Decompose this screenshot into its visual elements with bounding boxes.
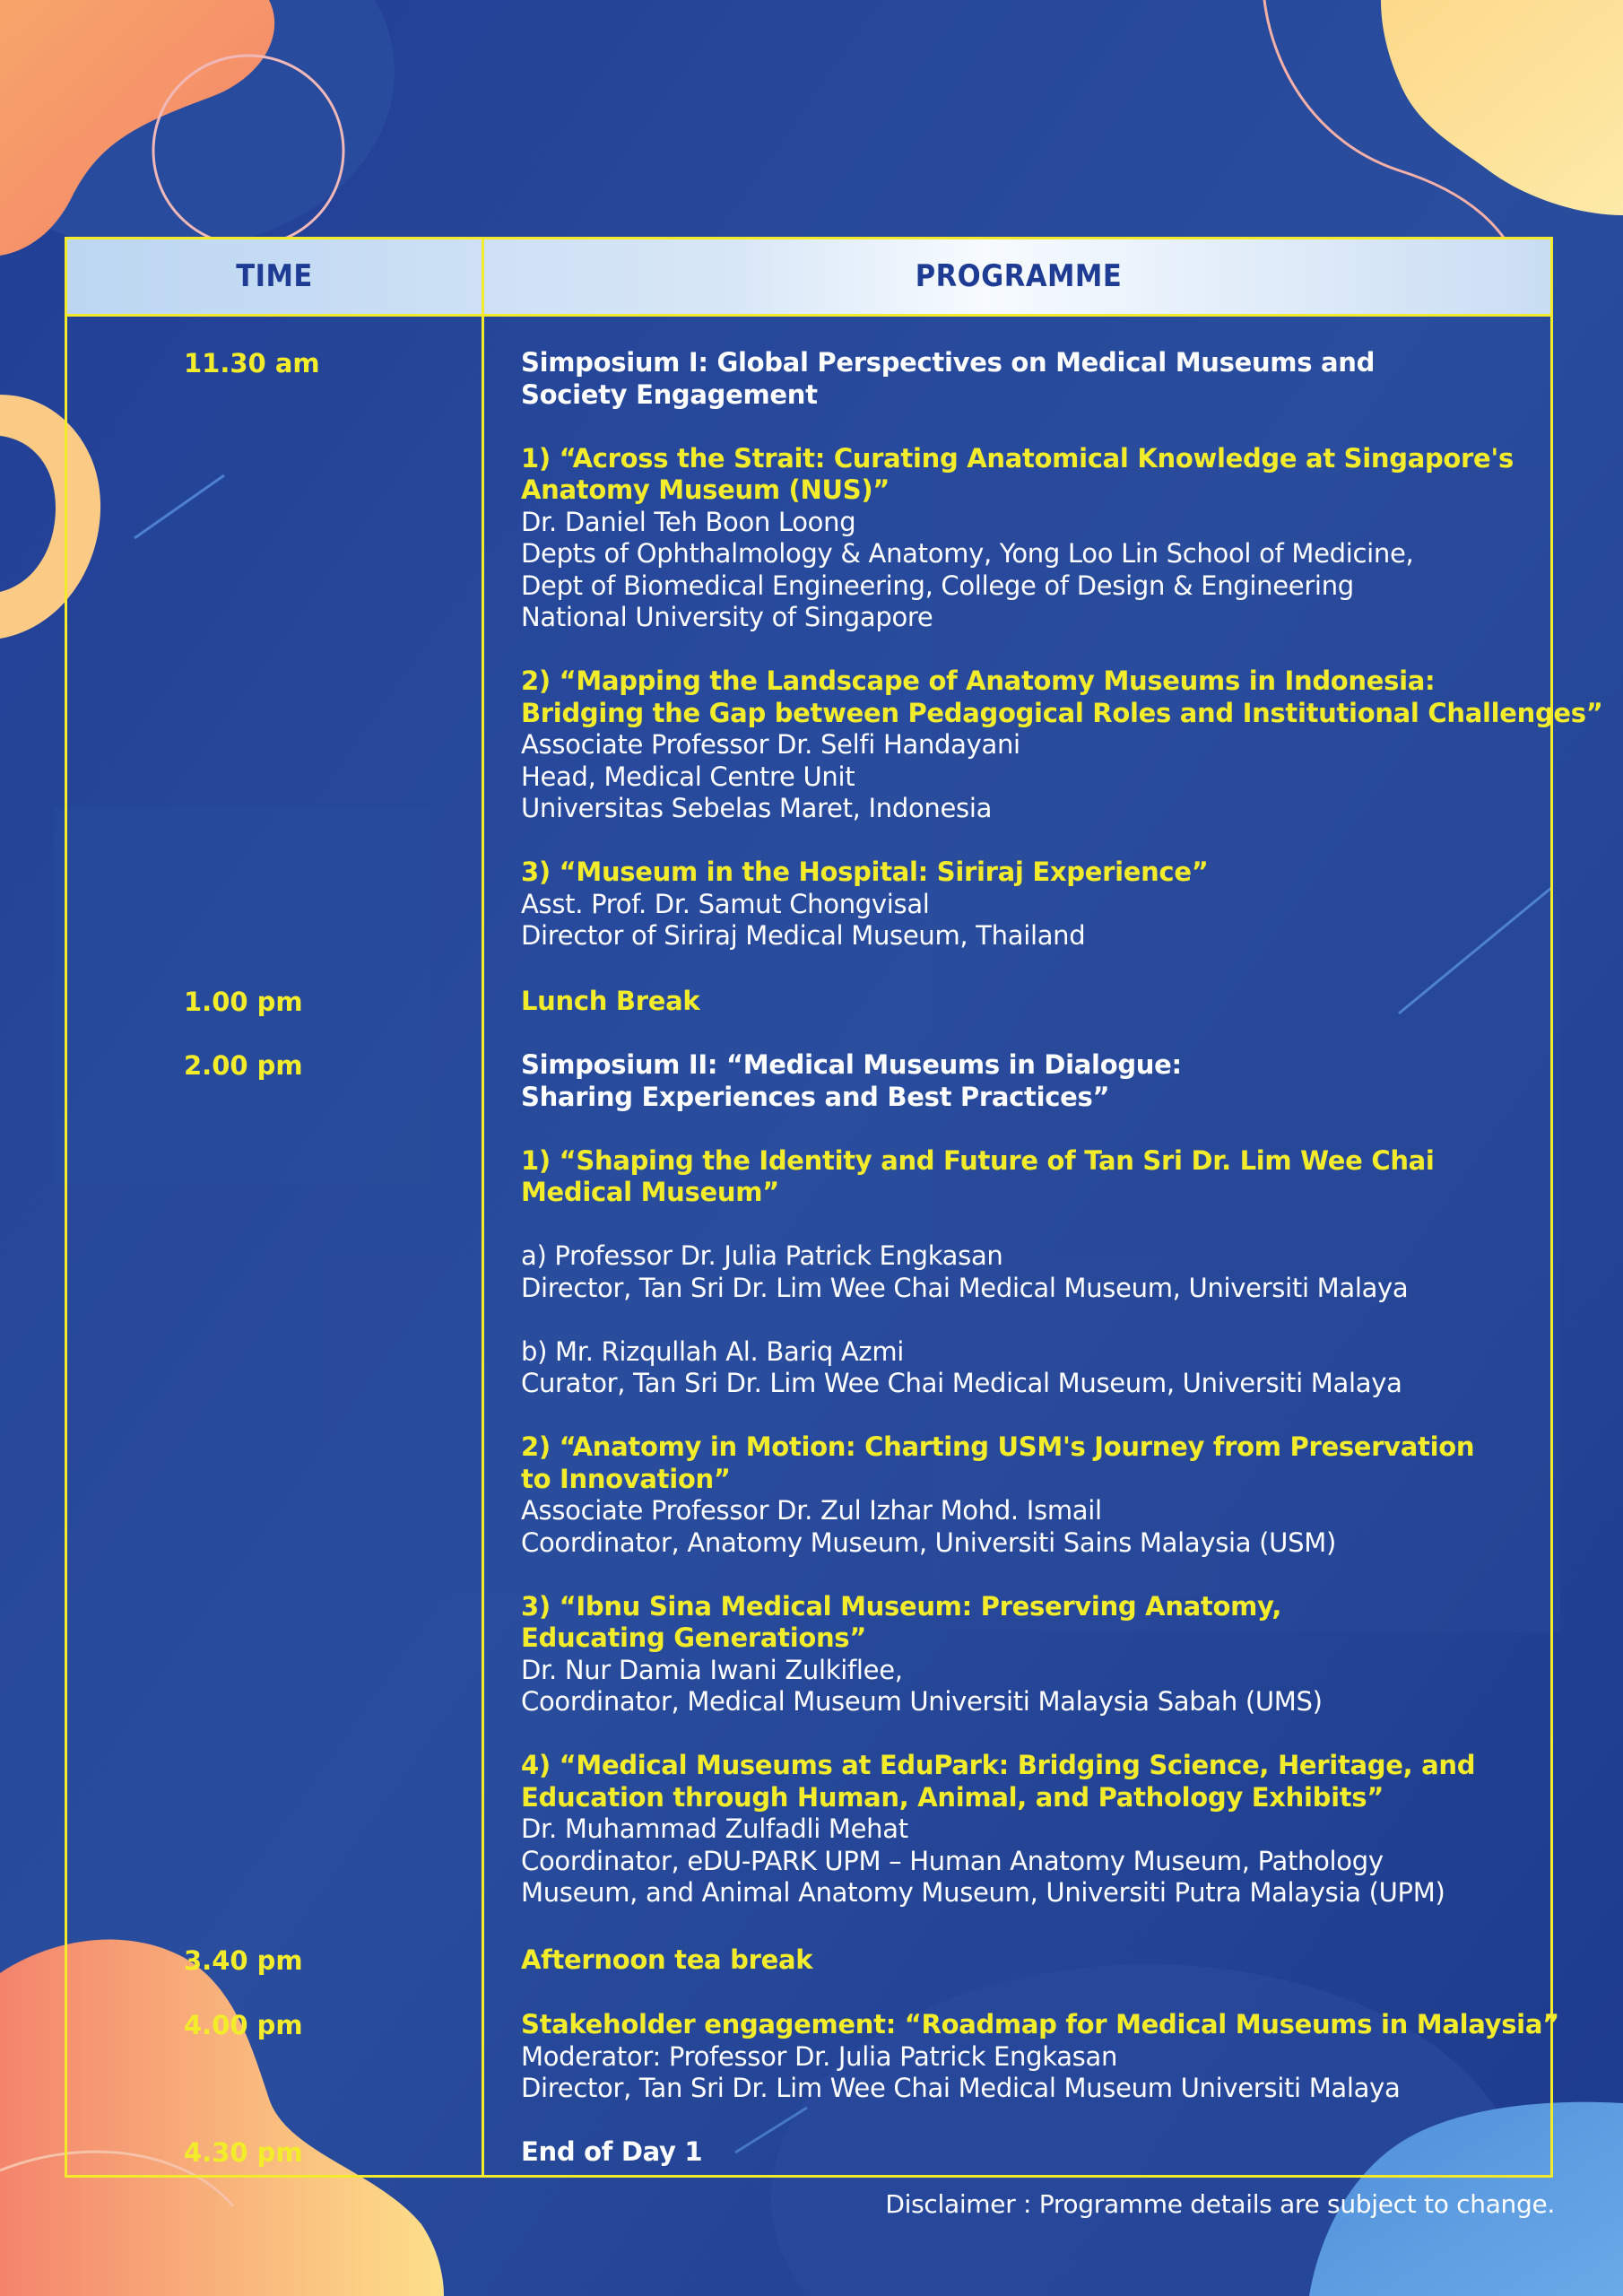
column-divider [482,239,484,2175]
programme-detail-line: Dr. Muhammad Zulfadli Mehat [521,1813,908,1844]
programme-cell [521,1944,1543,1977]
session-heading-line: Simposium I: Global Perspectives on Medical Museums and [521,347,1376,378]
programme-title-line: Educating Generations” [521,1622,867,1653]
programme-detail-line: Associate Professor Dr. Zul Izhar Mohd. Ismail [521,1495,1102,1526]
programme-title-line: 3) “Museum in the Hospital: Siriraj Experience” [521,857,1209,887]
programme-detail-line: Coordinator, Anatomy Museum, Universiti Sains Malaysia (USM) [521,1526,1336,1558]
line-gap [521,825,1543,857]
session-heading-line: End of Day 1 [521,2136,703,2167]
programme-detail-line: b) Mr. Rizqullah Al. Bariq Azmi [521,1335,905,1367]
time-cell: 1.00 pm [184,987,303,1017]
line-gap [521,1718,1543,1751]
programme-title-line: to Innovation” [521,1463,731,1494]
programme-cell [521,2136,1543,2169]
disclaimer: Disclaimer : Programme details are subject to change. [885,2189,1555,2219]
programme-detail-line: Universitas Sebelas Maret, Indonesia [521,793,993,823]
programme-detail-line: Coordinator, Medical Museum Universiti Malaysia Sabah (UMS) [521,1686,1323,1717]
programme-detail-line: Dr. Nur Damia Iwani Zulkiflee, [521,1654,903,1685]
line-gap [521,411,1543,443]
session-heading-line: Sharing Experiences and Best Practices” [521,1081,1110,1112]
programme-title-line: Bridging the Gap between Pedagogical Roles and Institutional Challenges” [521,697,1603,728]
programme-detail-line: Director of Siriraj Medical Museum, Thailand [521,920,1086,951]
programme-detail-line: Depts of Ophthalmology & Anatomy, Yong Loo Lin School of Medicine, [521,538,1414,569]
programme-detail-line: Dept of Biomedical Engineering, College of Design & Engineering [521,570,1354,601]
programme-title-line: 1) “Across the Strait: Curating Anatomical Knowledge at Singapore's [521,442,1514,474]
programme-cell [521,1049,1543,1909]
programme-detail-line: Museum, and Animal Anatomy Museum, Universiti Putra Malaysia (UPM) [521,1877,1445,1908]
programme-detail-line: Coordinator, eDU-PARK UPM – Human Anatomy Museum, Pathology [521,1845,1384,1876]
time-cell: 2.00 pm [184,1050,303,1081]
programme-title-line: Lunch Break [521,986,700,1016]
programme-title-line: 2) “Mapping the Landscape of Anatomy Museums in Indonesia: [521,665,1436,696]
session-heading-line: Society Engagement [521,378,818,410]
programme-title-line: Stakeholder engagement: “Roadmap for Medical Museums in Malaysia” [521,2009,1559,2039]
programme-cell [521,347,1603,952]
programme-detail-line: Curator, Tan Sri Dr. Lim Wee Chai Medical Museum, Universiti Malaya [521,1368,1402,1398]
programme-detail-line: Asst. Prof. Dr. Samut Chongvisal [521,888,930,919]
time-cell: 4.00 pm [184,2010,303,2040]
header-time: TIME [236,258,313,294]
programme-detail-line: Director, Tan Sri Dr. Lim Wee Chai Medical Museum, Universiti Malaya [521,1272,1409,1303]
time-cell: 11.30 am [184,348,320,378]
programme-title-line: 4) “Medical Museums at EduPark: Bridging Science, Heritage, and [521,1750,1476,1780]
line-gap [521,1559,1543,1591]
table-header [67,239,1550,317]
line-gap [521,1113,1543,1145]
programme-detail-line: Associate Professor Dr. Selfi Handayani [521,729,1020,760]
schedule-table [65,237,1603,2178]
programme-detail-line: National University of Singapore [521,602,933,632]
line-gap [521,1209,1543,1241]
programme-detail-line: a) Professor Dr. Julia Patrick Engkasan [521,1240,1003,1271]
line-gap [521,634,1543,666]
time-cell: 4.30 pm [184,2137,303,2168]
line-gap [521,1400,1543,1432]
programme-detail-line: Director, Tan Sri Dr. Lim Wee Chai Medical Museum Universiti Malaya [521,2073,1401,2103]
programme-title-line: 1) “Shaping the Identity and Future of Tan Sri Dr. Lim Wee Chai [521,1144,1435,1176]
programme-cell [521,2009,1559,2105]
programme-title-line: Afternoon tea break [521,1944,813,1975]
programme-title-line: 2) “Anatomy in Motion: Charting USM's Journey from Preservation [521,1431,1475,1462]
programme-title-line: 3) “Ibnu Sina Medical Museum: Preserving Anatomy, [521,1590,1282,1622]
programme-title-line: Anatomy Museum (NUS)” [521,474,890,505]
header-programme: PROGRAMME [915,258,1123,294]
line-gap [521,1304,1543,1336]
programme-detail-line: Dr. Daniel Teh Boon Loong [521,506,856,537]
programme-title-line: Education through Human, Animal, and Pathology Exhibits” [521,1781,1384,1813]
programme-detail-line: Head, Medical Centre Unit [521,761,855,792]
programme-title-line: Medical Museum” [521,1177,779,1207]
session-heading-line: Simposium II: “Medical Museums in Dialogue: [521,1049,1182,1080]
time-cell: 3.40 pm [184,1945,303,1976]
programme-cell [521,986,1543,1018]
programme-detail-line: Moderator: Professor Dr. Julia Patrick Engkasan [521,2040,1118,2072]
